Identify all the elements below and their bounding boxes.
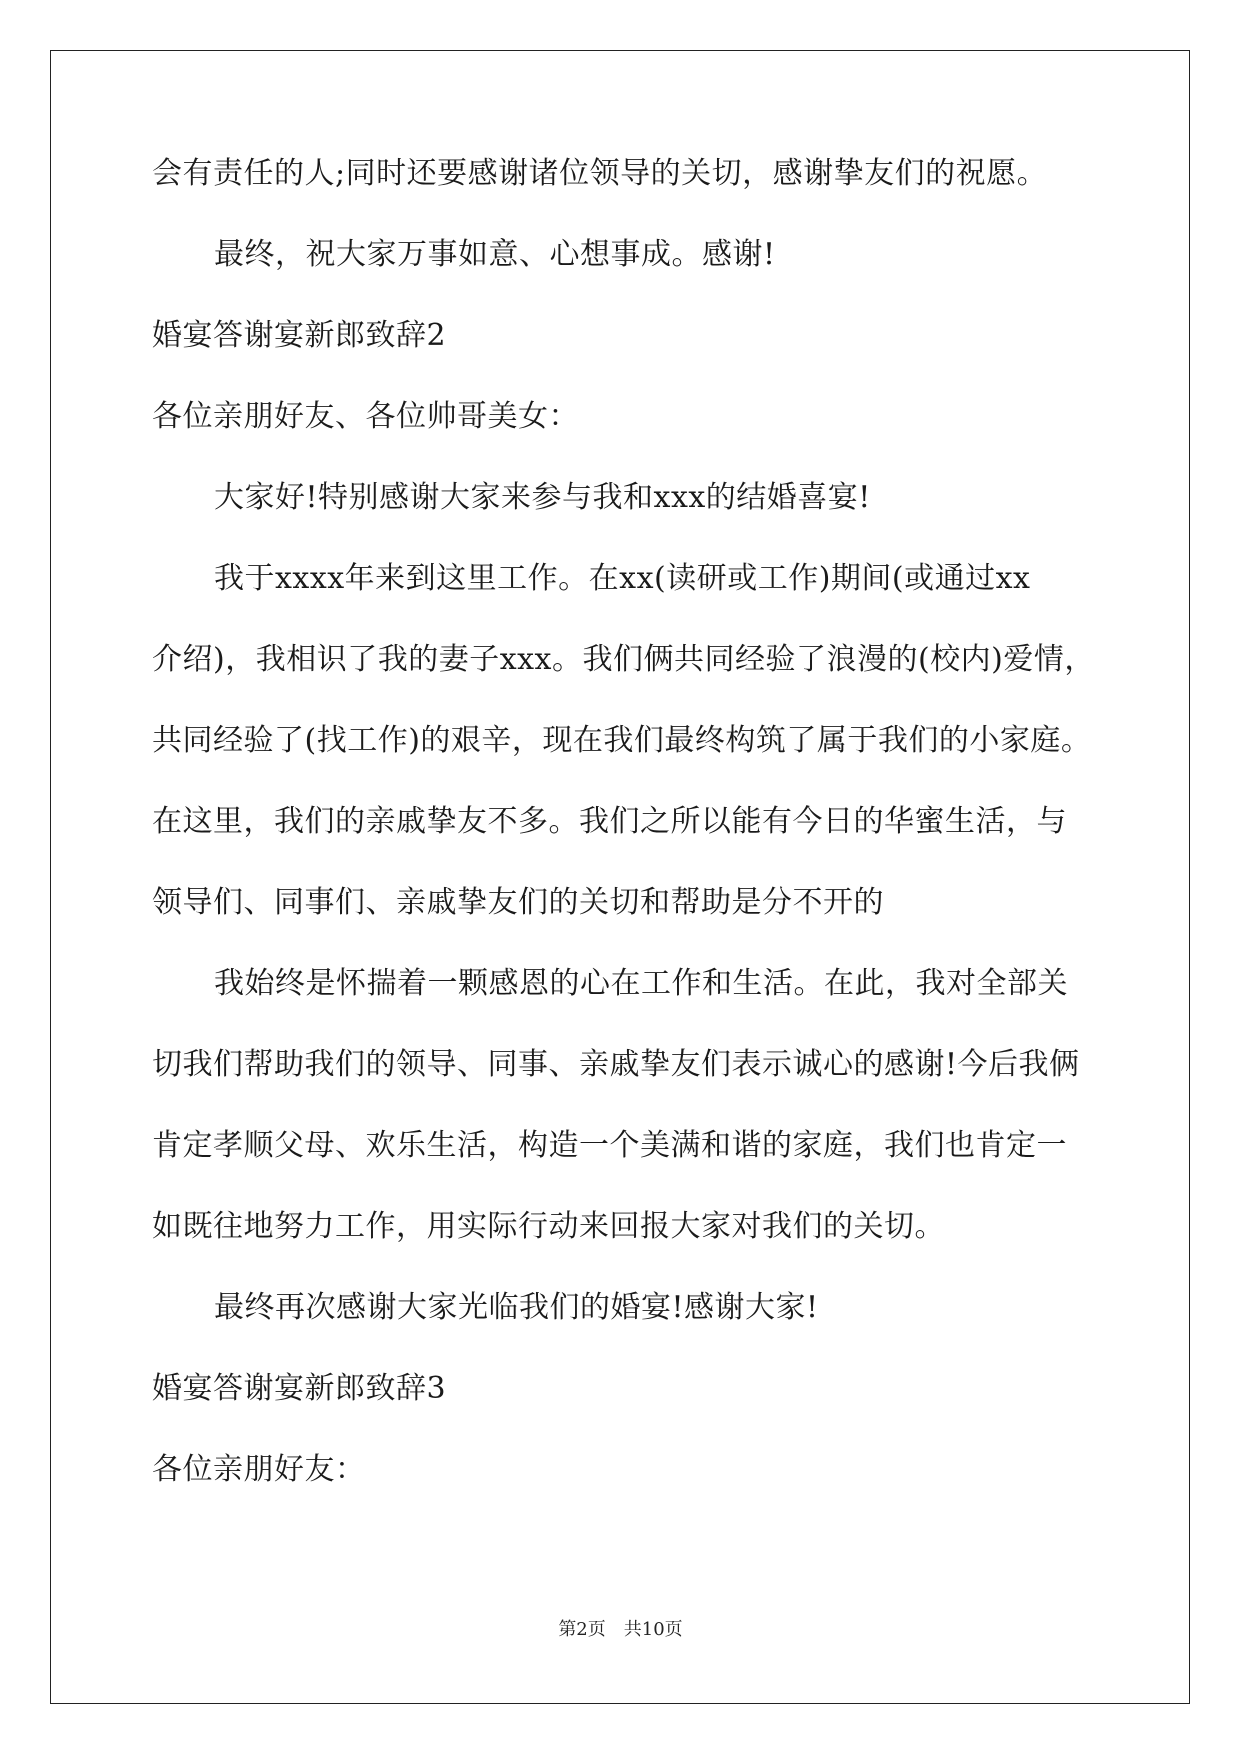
body-line: 领导们、同事们、亲戚挚友们的关切和帮助是分不开的	[152, 885, 884, 920]
body-line: 肯定孝顺父母、欢乐生活，构造一个美满和谐的家庭，我们也肯定一	[152, 1128, 1067, 1163]
section-heading: 婚宴答谢宴新郎致辞3	[152, 1371, 447, 1406]
page-number-current: 第2页	[558, 1619, 606, 1640]
body-line: 介绍)，我相识了我的妻子xxx。我们俩共同经验了浪漫的(校内)爱情，	[152, 642, 1095, 677]
body-line: 最终，祝大家万事如意、心想事成。感谢!	[214, 237, 776, 272]
body-line: 我于xxxx年来到这里工作。在xx(读研或工作)期间(或通过xx	[214, 561, 1031, 596]
body-line: 最终再次感谢大家光临我们的婚宴!感谢大家!	[214, 1290, 819, 1325]
body-line: 会有责任的人;同时还要感谢诸位领导的关切，感谢挚友们的祝愿。	[152, 156, 1048, 191]
body-line: 切我们帮助我们的领导、同事、亲戚挚友们表示诚心的感谢!今后我俩	[152, 1047, 1080, 1082]
page-number-total: 共10页	[623, 1619, 683, 1640]
body-line: 如既往地努力工作，用实际行动来回报大家对我们的关切。	[152, 1209, 945, 1244]
body-line: 大家好!特别感谢大家来参与我和xxx的结婚喜宴!	[214, 480, 871, 515]
section-heading: 婚宴答谢宴新郎致辞2	[152, 318, 447, 353]
page-footer	[0, 1618, 1241, 1642]
salutation: 各位亲朋好友、各位帅哥美女：	[152, 399, 579, 434]
body-line: 我始终是怀揣着一颗感恩的心在工作和生活。在此，我对全部关	[214, 966, 1068, 1001]
body-line: 在这里，我们的亲戚挚友不多。我们之所以能有今日的华蜜生活，与	[152, 804, 1067, 839]
salutation: 各位亲朋好友：	[152, 1452, 366, 1487]
body-line: 共同经验了(找工作)的艰辛，现在我们最终构筑了属于我们的小家庭。	[152, 723, 1092, 758]
